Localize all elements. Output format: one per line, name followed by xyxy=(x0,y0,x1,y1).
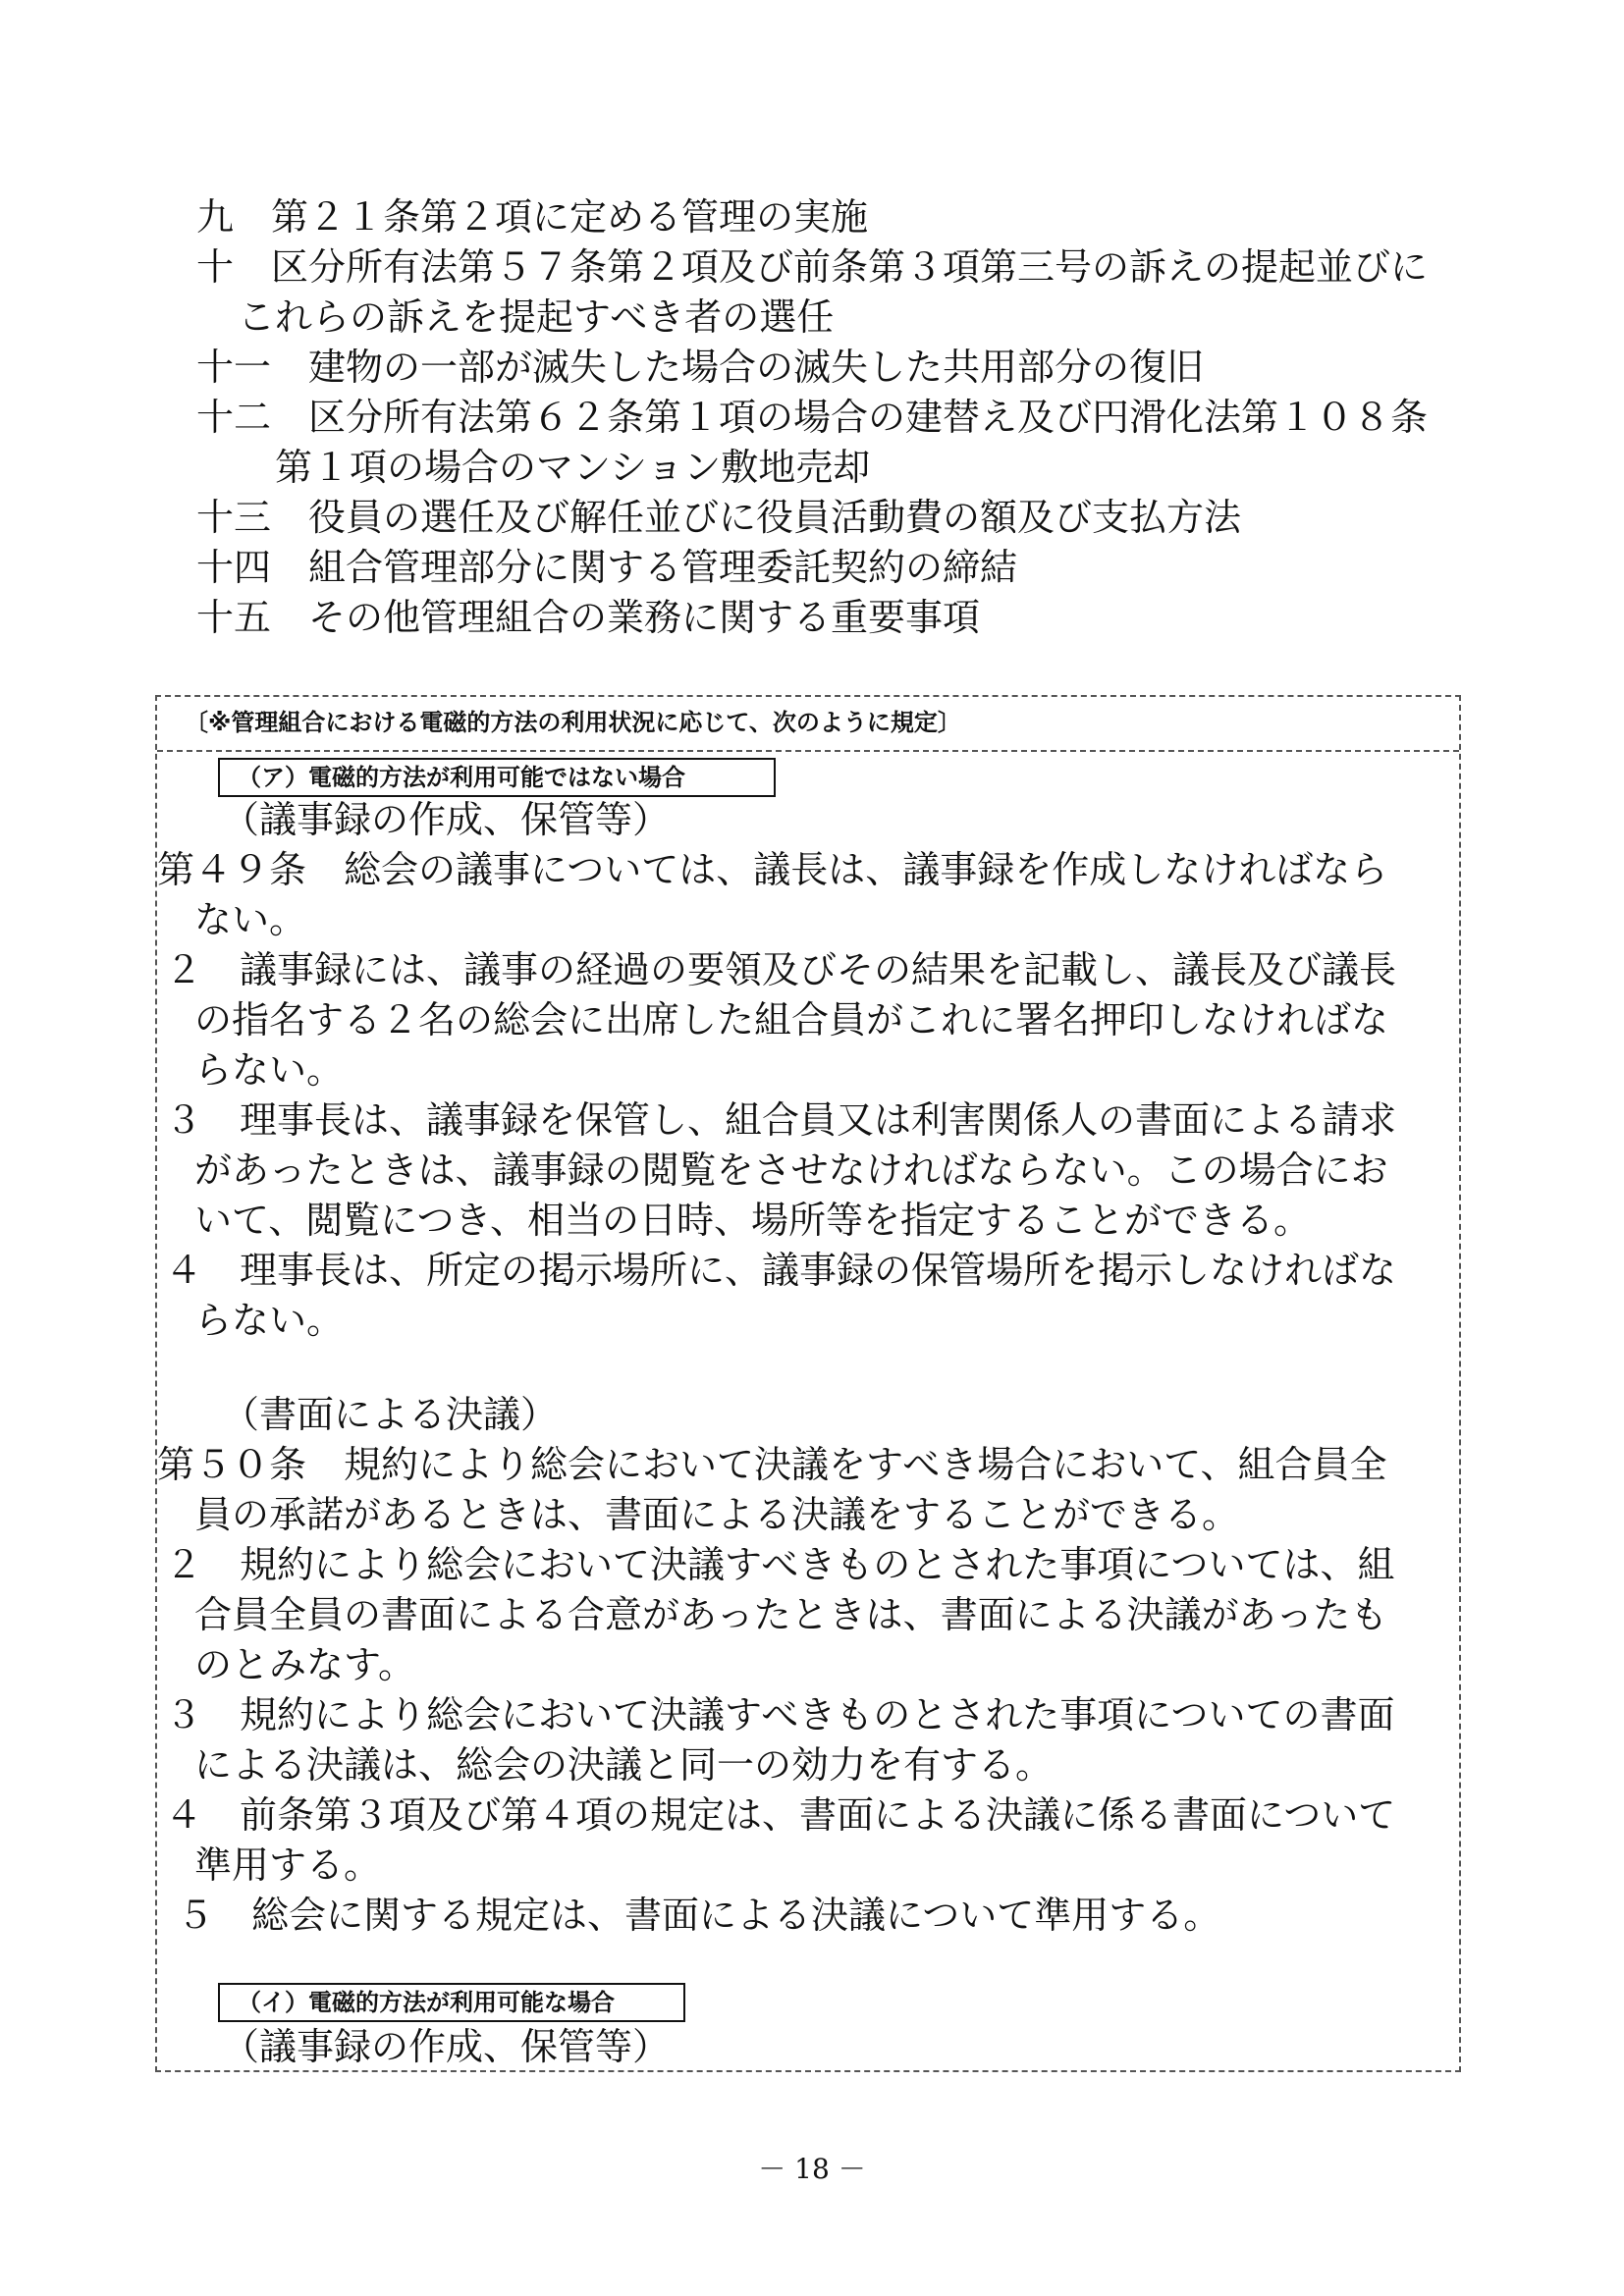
paragraph xyxy=(157,845,1463,945)
paragraph-number: ２ xyxy=(165,1543,203,1586)
paragraph-text: らない。 xyxy=(194,1299,345,1342)
paragraph-number: ３ xyxy=(165,1693,203,1736)
paragraph xyxy=(157,1246,1463,1346)
case-b-label: （イ）電磁的方法が利用可能な場合 xyxy=(218,1983,685,2022)
paragraph-number: ３ xyxy=(165,1098,203,1142)
item-number: 十四 xyxy=(196,546,272,589)
paragraph-number: ２ xyxy=(165,948,203,991)
paragraph-text: 総会の議事については、議長は、議事録を作成しなければなら xyxy=(344,848,1388,891)
paragraph-text: のとみなす。 xyxy=(194,1643,415,1686)
article-49-heading: （議事録の作成、保管等） xyxy=(222,798,671,841)
box-header: 〔※管理組合における電磁的方法の利用状況に応じて、次のように規定〕 xyxy=(157,697,1459,752)
item-text: その他管理組合の業務に関する重要事項 xyxy=(308,596,981,639)
paragraph-text: 規約により総会において決議をすべき場合において、組合員全 xyxy=(344,1443,1387,1486)
item-number: 十三 xyxy=(196,496,272,539)
paragraph-text: ない。 xyxy=(194,898,307,941)
article-49-b-heading: （議事録の作成、保管等） xyxy=(222,2025,671,2068)
item-number: 十一 xyxy=(196,346,272,389)
list-item xyxy=(196,543,1502,593)
item-number: 十五 xyxy=(196,596,272,639)
item-number: 十 xyxy=(196,245,235,289)
page-number: － 18 － xyxy=(758,2153,866,2185)
article-50-section xyxy=(157,1390,1463,1941)
paragraph-text: 総会に関する規定は、書面による決議について準用する。 xyxy=(251,1894,1221,1937)
paragraph-text: いて、閲覧につき、相当の日時、場所等を指定することができる。 xyxy=(194,1199,1311,1242)
item-text: 第２１条第２項に定める管理の実施 xyxy=(271,195,869,239)
item-text-continuation: これらの訴えを提起すべき者の選任 xyxy=(238,295,835,339)
item-text: 役員の選任及び解任並びに役員活動費の額及び支払方法 xyxy=(308,496,1242,539)
case-a-label: （ア）電磁的方法が利用可能ではない場合 xyxy=(218,758,776,797)
paragraph-text: があったときは、議事録の閲覧をさせなければならない。この場合にお xyxy=(194,1148,1388,1192)
paragraph-number: 第４９条 xyxy=(157,848,307,891)
paragraph-number: ５ xyxy=(177,1894,215,1937)
paragraph-text: 前条第３項及び第４項の規定は、書面による決議に係る書面について xyxy=(240,1793,1396,1837)
paragraph-text: 員の承諾があるときは、書面による決議をすることができる。 xyxy=(194,1493,1240,1536)
item-text: 区分所有法第５７条第２項及び前条第３項第三号の訴えの提起並びに xyxy=(271,245,1429,289)
paragraph-text: 規約により総会において決議すべきものとされた事項については、組 xyxy=(240,1543,1395,1586)
dashed-box xyxy=(155,695,1461,2072)
item-text: 区分所有法第６２条第１項の場合の建替え及び円滑化法第１０８条 xyxy=(308,396,1429,439)
paragraph-number: 第５０条 xyxy=(157,1443,307,1486)
paragraph xyxy=(157,1690,1463,1790)
paragraph xyxy=(157,1440,1463,1540)
paragraph-text: 理事長は、議事録を保管し、組合員又は利害関係人の書面による請求 xyxy=(240,1098,1397,1142)
agenda-list xyxy=(196,192,1502,643)
item-text: 建物の一部が滅失した場合の滅失した共用部分の復旧 xyxy=(308,346,1205,389)
list-item xyxy=(196,192,1502,242)
list-item xyxy=(196,593,1502,643)
item-number: 十二 xyxy=(196,396,272,439)
item-text-continuation: 第１項の場合のマンション敷地売却 xyxy=(275,446,871,489)
paragraph-text: 合員全員の書面による合意があったときは、書面による決議があったも xyxy=(194,1593,1388,1636)
list-item xyxy=(196,493,1502,543)
paragraph xyxy=(157,1540,1463,1690)
article-50-heading: （書面による決議） xyxy=(222,1393,559,1436)
paragraph xyxy=(157,1790,1463,1891)
paragraph xyxy=(157,945,1463,1095)
article-49-b-section xyxy=(157,2022,1463,2072)
item-text: 組合管理部分に関する管理委託契約の締結 xyxy=(308,546,1018,589)
list-item xyxy=(196,242,1502,343)
paragraph-text: 規約により総会において決議すべきものとされた事項についての書面 xyxy=(240,1693,1395,1736)
paragraph-number: ４ xyxy=(165,1793,203,1837)
article-49-section xyxy=(157,795,1463,1346)
list-item xyxy=(196,393,1502,493)
paragraph-text: らない。 xyxy=(194,1048,345,1092)
paragraph xyxy=(157,1095,1463,1246)
item-number: 九 xyxy=(196,195,235,239)
paragraph-number: ４ xyxy=(165,1249,203,1292)
paragraph-text: 準用する。 xyxy=(194,1843,382,1887)
list-item xyxy=(196,343,1502,393)
paragraph-text: 理事長は、所定の掲示場所に、議事録の保管場所を掲示しなければな xyxy=(240,1249,1397,1292)
paragraph-text: による決議は、総会の決議と同一の効力を有する。 xyxy=(194,1743,1054,1787)
paragraph-text: 議事録には、議事の経過の要領及びその結果を記載し、議長及び議長 xyxy=(240,948,1397,991)
paragraph xyxy=(157,1891,1463,1941)
paragraph-text: の指名する２名の総会に出席した組合員がこれに署名押印しなければな xyxy=(194,998,1389,1041)
